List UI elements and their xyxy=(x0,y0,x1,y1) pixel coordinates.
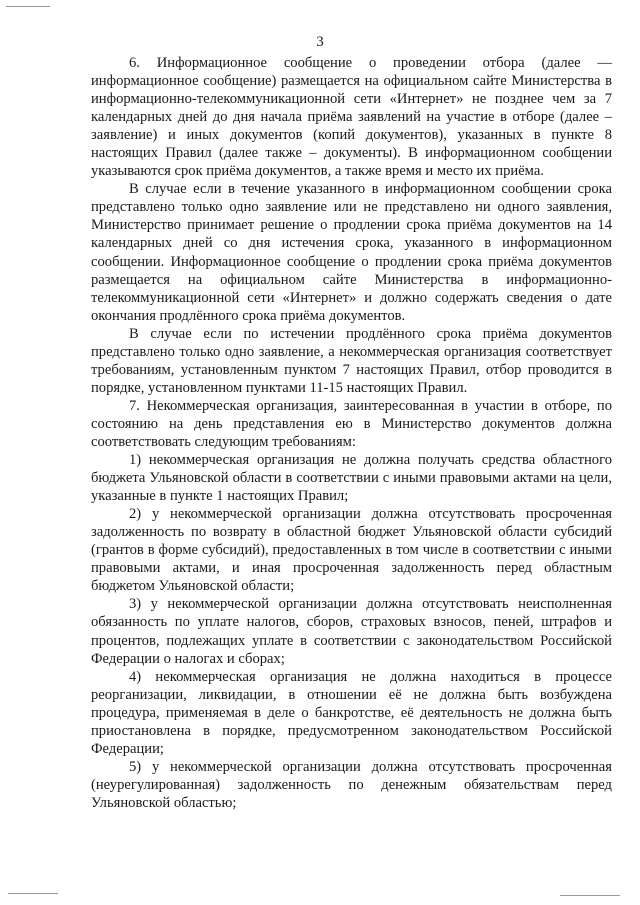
page-number: 3 xyxy=(316,34,324,50)
scan-artifact-bottom-left xyxy=(8,893,58,894)
document-body xyxy=(91,54,612,812)
requirement-3: 3) у некоммерческой организации должна отсутствовать неисполненная обязанность по уплате налогов, сборов, страховых взносов, пеней, штрафов и процентов, подлежащих уплате в соответствии с законодательством Российской Федерации о налогах и сборах; xyxy=(91,596,612,667)
scan-artifact-bottom-right xyxy=(560,895,620,896)
paragraph-6-extension: В случае если в течение указанного в информационном сообщении срока представлено только одно заявление или не представлено ни одного заявления, Министерство принимает решение о продлении срока приёма документов на 14 календарных дней со дня истечения срока, указанного в информационном сообщении. Информационное сообщение о продлении срока приёма документов размещается на официальном сайте Министерства в информационно-телекоммуникационной сети «Интернет» и должно содержать сведения о дате окончания продлённого срока приёма документов. xyxy=(91,181,612,324)
requirement-1: 1) некоммерческая организация не должна получать средства областного бюджета Ульяновской области в соответствии с иными правовыми актами на цели, указанные в пункте 1 настоящих Правил; xyxy=(91,452,612,505)
requirement-4: 4) некоммерческая организация не должна находиться в процессе реорганизации, ликвидации, в отношении её не должна быть возбуждена процедура, применяемая в деле о банкротстве, её деятельность не должна быть приостановлена в порядке, предусмотренном законодательством Российской Федерации; xyxy=(91,668,612,757)
paragraph-6: 6. Информационное сообщение о проведении отбора (далее — информационное сообщение) размещается на официальном сайте Министерства в информационно-телекоммуникационной сети «Интернет» не позднее чем за 7 календарных дней до дня начала приёма заявлений на участие в отборе (далее – заявление) и иных документов (копий документов), указанных в пункте 8 настоящих Правил (далее также – документы). В информационном сообщении указываются срок приёма документов, а также время и место их приёма. xyxy=(91,55,612,180)
scan-artifact-top xyxy=(6,6,50,7)
paragraph-6-single-application: В случае если по истечении продлённого срока приёма документов представлено только одно заявление, а некоммерческая организация соответствует требованиям, установленным пунктом 7 настоящих Правил, отбор проводится в порядке, установленном пунктами 11-15 настоящих Правил. xyxy=(91,325,612,396)
requirement-5: 5) у некоммерческой организации должна отсутствовать просроченная (неурегулированная) задолженность по денежным обязательствам перед Ульяновской областью; xyxy=(91,758,612,811)
requirement-2: 2) у некоммерческой организации должна отсутствовать просроченная задолженность по возврату в областной бюджет Ульяновской области субсидий (грантов в форме субсидий), предоставленных в том числе в соответствии с иными правовыми актами, и иная просроченная задолженность перед областным бюджетом Ульяновской области; xyxy=(91,506,612,595)
paragraph-7: 7. Некоммерческая организация, заинтересованная в участии в отборе, по состоянию на день представления ею в Министерство документов должна соответствовать следующим требованиям: xyxy=(91,397,612,450)
